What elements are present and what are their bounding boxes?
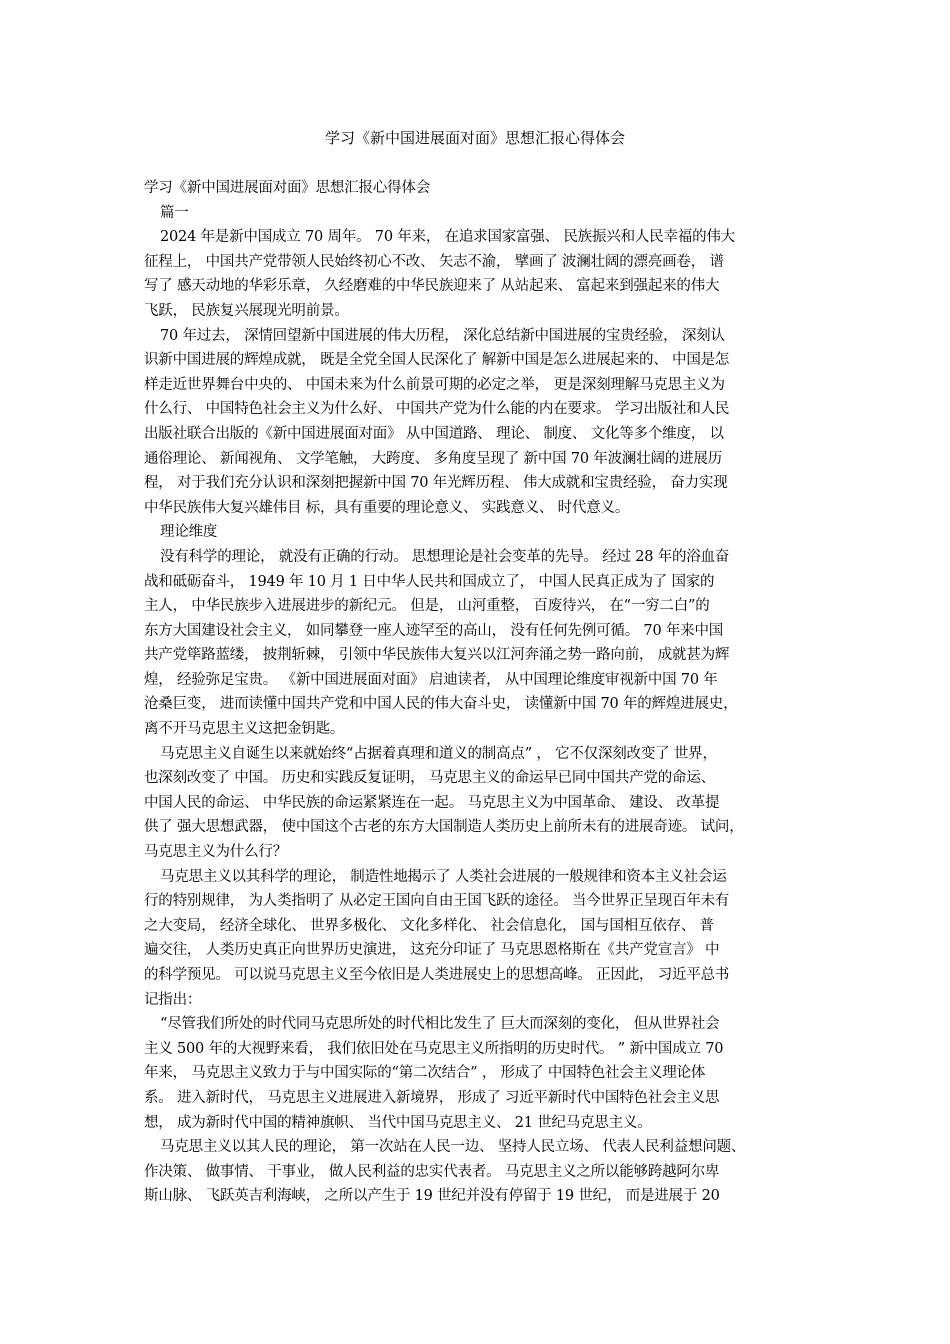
text-line: 共产党筚路蓝缕， 披荆斩棘， 引领中华民族伟大复兴以江河奔涌之势一路向前， 成就甚为辉 [144, 647, 730, 664]
text-line: 出版社联合出版的《新中国进展面对面》 从中国道路、 理论、 制度、 文化等多个维度， 以 [144, 425, 724, 442]
text-line: 遍交往， 人类历史真正向世界历史演进， 这充分印证了 马克思恩格斯在《共产党宣言》 中 [144, 942, 720, 959]
text-line: 供了 强大思想武器， 使中国这个古老的东方大国制造人类历史上前所未有的进展奇迹。 试问， [144, 819, 744, 836]
text-line: 斯山脉、 飞跃英吉利海峡， 之所以产生于 19 世纪并没有停留于 19 世纪， 而是进展于 20 [144, 1188, 720, 1205]
text-line: 通俗理论、 新闻视角、 文学笔触， 大跨度、 多角度呈现了 新中国 70 年波澜壮阔的进展历 [144, 450, 723, 467]
text-line: 马克思主义以其科学的理论， 制造性地揭示了 人类社会进展的一般规律和资本主义社会运 [160, 868, 727, 885]
text-line: 的科学预见。 可以说马克思主义至今依旧是人类进展史上的思想高峰。 正因此， 习近平总书 [144, 967, 730, 983]
text-line: 征程上， 中国共产党带领人民始终初心不改、 矢志不渝， 擘画了 波澜壮阔的漂亮画卷， 谱 [144, 253, 724, 270]
quote-line: “尽管我们所处的时代同马克思所处的时代相比发生了 巨大而深刻的变化， 但从世界社会 [160, 1016, 720, 1033]
text-line: 东方大国建设社会主义， 如同攀登一座人迹罕至的高山， 没有任何先例可循。 70 年来中国 [144, 622, 724, 639]
text-line: 样走近世界舞台中央的、 中国未来为什么前景可期的必定之举， 更是深刻理解马克思主义为 [144, 376, 725, 393]
text-line: 主义 500 年的大视野来看， 我们依旧处在马克思主义所指明的历史时代。 ” 新中国成立 70 [144, 1040, 724, 1057]
text-line: 中华民族伟大复兴雄伟目 标，具有重要的理论意义、 实践意义、 时代意义。 [144, 499, 630, 516]
document-title: 学习《新中国进展面对面》思想汇报心得体会 [324, 129, 625, 147]
text-line: 离不开马克思主义这把金钥匙。 [144, 721, 345, 738]
text-line: 马克思主义以其人民的理论， 第一次站在人民一边、 坚持人民立场、 代表人民利益想问题、 [160, 1139, 746, 1156]
text-line: 主人， 中华民族步入进展进步的新纪元。 但是， 山河重整， 百废待兴， 在“一穷二白”的 [144, 598, 710, 615]
text-line: 程， 对于我们充分认识和深刻把握新中国 70 年光辉历程、 伟大成就和宝贵经验， 奋力实现 [144, 475, 728, 492]
text-line: 行的特别规律， 为人类指明了 从必定王国向自由王国飞跃的途径。 当今世界正呈现百年未有 [144, 893, 730, 910]
text-line: 沧桑巨变， 进而读懂中国共产党和中国人民的伟大奋斗史， 读懂新中国 70 年的辉煌进展史， [144, 696, 738, 713]
text-line: 之大变局， 经济全球化、 世界多极化、 文化多样化、 社会信息化， 国与国相互依存、 普 [144, 917, 714, 934]
text-line: 马克思主义自诞生以来就始终“占据着真理和道义的制高点” ， 它不仅深刻改变了 世界， [160, 745, 717, 762]
text-line: 作决策、 做事情、 干事业， 做人民利益的忠实代表者。 马克思主义之所以能够跨越阿尔卑 [144, 1163, 720, 1180]
text-line: 年来， 马克思主义致力于与中国实际的“第二次结合” ， 形成了 中国特色社会主义理论体 [144, 1065, 706, 1082]
text-line: 写了 感天动地的华彩乐章， 久经磨难的中华民族迎来了 从站起来、 富起来到强起来的伟大 [144, 278, 720, 295]
text-line: 系。 进入新时代， 马克思主义进展进入新境界， 形成了 习近平新时代中国特色社会主义思 [144, 1089, 720, 1106]
text-line: 记指出： [144, 991, 202, 1008]
text-line: 2024 年是新中国成立 70 周年。 70 年来， 在追求国家富强、 民族振兴和人民幸福的伟大 [160, 229, 735, 246]
text-line: 中国人民的命运、 中华民族的命运紧紧连在一起。 马克思主义为中国革命、 建设、 改革提 [144, 794, 720, 811]
text-line: 煌， 经验弥足宝贵。 《新中国进展面对面》 启迪读者， 从中国理论维度审视新中国 70 年 [144, 671, 718, 688]
text-line: 战和砥砺奋斗， 1949 年 10 月 1 日中华人民共和国成立了， 中国人民真正成为了 国家的 [144, 573, 715, 590]
text-line: 也深刻改变了 中国。 历史和实践反复证明， 马克思主义的命运早已同中国共产党的命运、 [144, 770, 715, 787]
text-line: 没有科学的理论， 就没有正确的行动。 思想理论是社会变革的先导。 经过 28 年的浴血奋 [160, 548, 730, 565]
text-line: 什么行、 中国特色社会主义为什么好、 中国共产党为什么能的内在要求。 学习出版社和人民 [144, 401, 730, 418]
section-heading: 理论维度 [160, 524, 218, 541]
text-line: 想， 成为新时代中国的精神旗帜、 当代中国马克思主义、 21 世纪马克思主义。 [144, 1114, 652, 1131]
text-line: 飞跃， 民族复兴展现光明前景。 [144, 302, 349, 319]
text-line: 马克思主义为什么行？ [144, 844, 287, 861]
text-line: 70 年过去， 深情回望新中国进展的伟大历程， 深化总结新中国进展的宝贵经验， 深刻认 [160, 327, 725, 344]
text-line: 识新中国进展的辉煌成就， 既是全党全国人民深化了 解新中国是怎么进展起来的、 中国是怎 [144, 352, 730, 369]
document-body [144, 176, 814, 1209]
section-heading: 篇一 [160, 204, 189, 221]
subtitle-line: 学习《新中国进展面对面》思想汇报心得体会 [144, 180, 430, 196]
